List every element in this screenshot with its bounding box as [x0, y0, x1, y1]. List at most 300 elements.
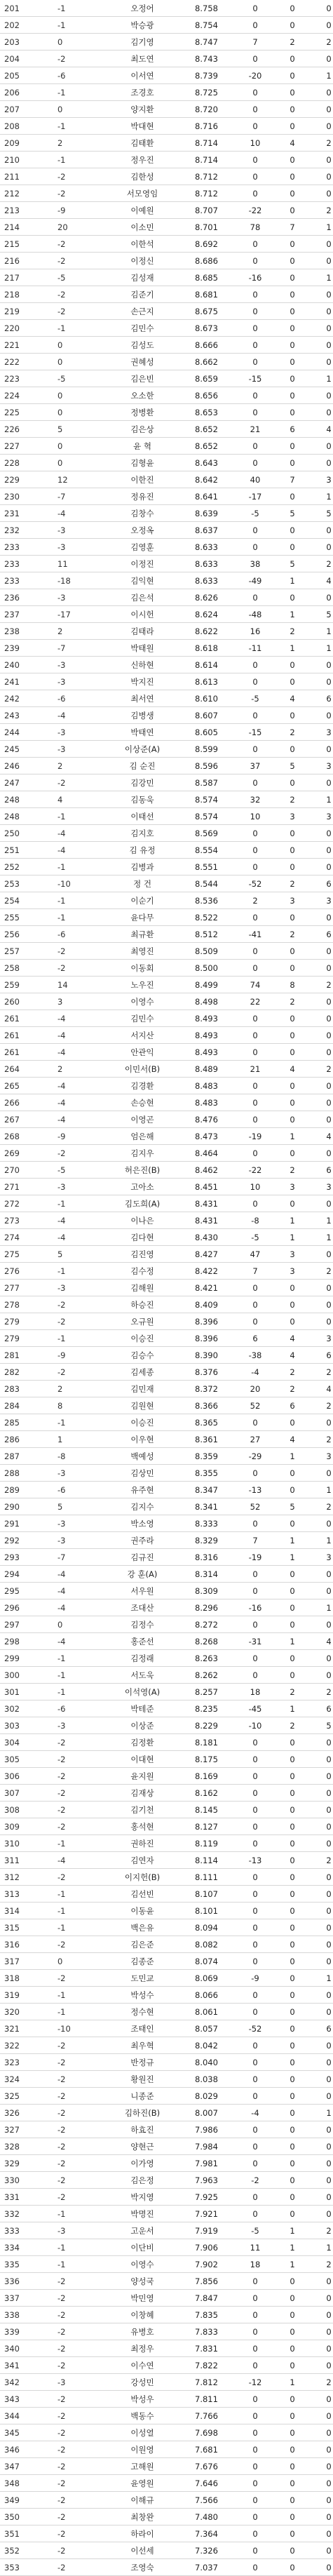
losses-cell: 0	[311, 2037, 333, 2054]
change-cell: -1	[39, 0, 104, 17]
rank-cell: 237	[0, 606, 39, 623]
wins-cell: 0	[273, 2155, 311, 2172]
table-row	[0, 2037, 333, 2054]
rating-cell: 8.145	[181, 1802, 237, 1818]
change-cell: -3	[39, 1717, 104, 1734]
score-cell: 0	[237, 1734, 273, 1751]
score-cell: 0	[237, 1802, 273, 1818]
losses-cell: 0	[311, 2290, 333, 2307]
change-cell: 5	[39, 421, 104, 438]
losses-cell: 1	[311, 1599, 333, 1616]
wins-cell: 2	[273, 34, 311, 51]
rank-cell: 232	[0, 522, 39, 539]
rank-cell: 230	[0, 488, 39, 505]
rating-cell: 8.652	[181, 421, 237, 438]
rank-cell: 346	[0, 2441, 39, 2458]
name-cell: 조대산	[104, 1599, 181, 1616]
change-cell: 11	[39, 556, 104, 572]
table-row	[0, 2475, 333, 2492]
losses-cell: 0	[311, 17, 333, 34]
rating-cell: 7.986	[181, 2121, 237, 2138]
wins-cell: 0	[273, 1515, 311, 1532]
rating-cell: 8.622	[181, 623, 237, 640]
rating-cell: 7.812	[181, 2374, 237, 2391]
table-row	[0, 1785, 333, 1802]
change-cell: -1	[39, 1919, 104, 1936]
change-cell: -2	[39, 236, 104, 253]
rating-cell: 8.681	[181, 286, 237, 303]
name-cell: 오소한	[104, 387, 181, 404]
losses-cell: 4	[311, 1381, 333, 1397]
change-cell: -2	[39, 1296, 104, 1313]
losses-cell: 0	[311, 589, 333, 606]
table-row	[0, 1078, 333, 1094]
table-row	[0, 1684, 333, 1700]
score-cell: 22	[237, 993, 273, 1010]
wins-cell: 0	[273, 2475, 311, 2492]
change-cell: -1	[39, 1684, 104, 1700]
rank-cell: 204	[0, 51, 39, 67]
table-row	[0, 1650, 333, 1667]
losses-cell: 2	[311, 1397, 333, 1414]
wins-cell: 0	[273, 455, 311, 471]
wins-cell: 0	[273, 1195, 311, 1212]
wins-cell: 0	[273, 1044, 311, 1061]
wins-cell: 0	[273, 1566, 311, 1583]
name-cell: 김승수	[104, 1347, 181, 1364]
score-cell: 0	[237, 2340, 273, 2357]
losses-cell: 0	[311, 960, 333, 977]
change-cell: -1	[39, 152, 104, 168]
wins-cell: 0	[273, 1751, 311, 1768]
rating-cell: 8.427	[181, 1246, 237, 1263]
rating-cell: 7.981	[181, 2155, 237, 2172]
losses-cell: 0	[311, 1616, 333, 1633]
score-cell: 0	[237, 1414, 273, 1431]
rank-cell: 233	[0, 572, 39, 589]
change-cell: -2	[39, 2155, 104, 2172]
change-cell: -1	[39, 1987, 104, 2004]
score-cell: 20	[237, 1381, 273, 1397]
rank-cell: 265	[0, 1078, 39, 1094]
losses-cell: 2	[311, 2256, 333, 2273]
change-cell: -1	[39, 1886, 104, 1903]
rank-cell: 233	[0, 539, 39, 556]
rank-cell: 330	[0, 2172, 39, 2189]
rating-cell: 8.314	[181, 1566, 237, 1583]
wins-cell: 0	[273, 1734, 311, 1751]
rank-cell: 267	[0, 1111, 39, 1128]
score-cell: -4	[237, 2105, 273, 2121]
losses-cell: 3	[311, 724, 333, 741]
rating-cell: 8.094	[181, 1919, 237, 1936]
wins-cell: 0	[273, 303, 311, 320]
table-row	[0, 1599, 333, 1616]
name-cell: 홍준선	[104, 1633, 181, 1650]
wins-cell: 2	[273, 623, 311, 640]
rating-cell: 8.366	[181, 1397, 237, 1414]
name-cell: 김영훈	[104, 539, 181, 556]
rank-cell: 299	[0, 1650, 39, 1667]
wins-cell: 0	[273, 1313, 311, 1330]
name-cell: 이예원	[104, 202, 181, 219]
wins-cell: 0	[273, 354, 311, 370]
losses-cell: 0	[311, 741, 333, 758]
rank-cell: 214	[0, 219, 39, 236]
wins-cell: 0	[273, 2020, 311, 2037]
rating-cell: 8.127	[181, 1818, 237, 1835]
name-cell: 김성도	[104, 337, 181, 354]
score-cell: 0	[237, 2206, 273, 2222]
wins-cell: 7	[273, 471, 311, 488]
name-cell: 박태연	[104, 724, 181, 741]
change-cell: -2	[39, 2424, 104, 2441]
rank-cell: 321	[0, 2020, 39, 2037]
score-cell: 52	[237, 1397, 273, 1414]
losses-cell: 0	[311, 2391, 333, 2408]
change-cell: -1	[39, 859, 104, 876]
score-cell: 47	[237, 1246, 273, 1263]
wins-cell: 1	[273, 2374, 311, 2391]
score-cell: 0	[237, 84, 273, 101]
rating-cell: 8.257	[181, 1684, 237, 1700]
wins-cell: 3	[273, 1246, 311, 1263]
rank-cell: 241	[0, 673, 39, 690]
table-row	[0, 286, 333, 303]
score-cell: -5	[237, 505, 273, 522]
rank-cell: 247	[0, 774, 39, 791]
table-row	[0, 387, 333, 404]
table-row	[0, 152, 333, 168]
change-cell: 0	[39, 455, 104, 471]
table-row	[0, 2492, 333, 2509]
rating-cell: 8.643	[181, 455, 237, 471]
change-cell: -2	[39, 2037, 104, 2054]
name-cell: 강 훈(A)	[104, 1566, 181, 1583]
rating-cell: 8.652	[181, 438, 237, 455]
score-cell: 0	[237, 2307, 273, 2323]
rating-cell: 8.431	[181, 1212, 237, 1229]
change-cell: -3	[39, 522, 104, 539]
rank-cell: 288	[0, 1465, 39, 1482]
losses-cell: 0	[311, 152, 333, 168]
rating-cell: 8.175	[181, 1751, 237, 1768]
losses-cell: 0	[311, 236, 333, 253]
losses-cell: 4	[311, 1128, 333, 1145]
losses-cell: 4	[311, 421, 333, 438]
losses-cell: 0	[311, 1751, 333, 1768]
rank-cell: 298	[0, 1633, 39, 1650]
change-cell: -2	[39, 1734, 104, 1751]
wins-cell: 0	[273, 438, 311, 455]
rating-cell: 8.489	[181, 1061, 237, 1078]
change-cell: 0	[39, 1616, 104, 1633]
score-cell: 0	[237, 2475, 273, 2492]
name-cell: 김연자	[104, 1852, 181, 1869]
rating-cell: 7.902	[181, 2256, 237, 2273]
losses-cell: 2	[311, 2222, 333, 2239]
name-cell: 김재상	[104, 1785, 181, 1802]
change-cell: -4	[39, 1027, 104, 1044]
wins-cell: 0	[273, 2492, 311, 2509]
name-cell: 최영진	[104, 943, 181, 960]
name-cell: 손근지	[104, 303, 181, 320]
table-row	[0, 926, 333, 943]
score-cell: -4	[237, 1364, 273, 1381]
table-row	[0, 876, 333, 892]
name-cell: 김정래	[104, 1650, 181, 1667]
table-row	[0, 606, 333, 623]
rank-cell: 261	[0, 1027, 39, 1044]
name-cell: 이상준	[104, 1717, 181, 1734]
rank-cell: 218	[0, 286, 39, 303]
change-cell: -8	[39, 1448, 104, 1465]
wins-cell: 0	[273, 673, 311, 690]
rating-cell: 8.341	[181, 1498, 237, 1515]
wins-cell: 0	[273, 2424, 311, 2441]
change-cell: -2	[39, 168, 104, 185]
rank-cell: 327	[0, 2121, 39, 2138]
losses-cell: 0	[311, 2458, 333, 2475]
score-cell: 0	[237, 657, 273, 673]
change-cell: 2	[39, 135, 104, 152]
wins-cell: 0	[273, 859, 311, 876]
rating-cell: 8.747	[181, 34, 237, 51]
wins-cell: 0	[273, 2054, 311, 2071]
name-cell: 김민재	[104, 1381, 181, 1397]
wins-cell: 0	[273, 522, 311, 539]
wins-cell: 2	[273, 724, 311, 741]
table-row	[0, 421, 333, 438]
change-cell: -17	[39, 606, 104, 623]
rank-cell: 260	[0, 993, 39, 1010]
score-cell: 0	[237, 825, 273, 842]
change-cell: -4	[39, 707, 104, 724]
rank-cell: 310	[0, 1835, 39, 1852]
wins-cell: 2	[273, 791, 311, 808]
losses-cell: 0	[311, 1027, 333, 1044]
table-row	[0, 1818, 333, 1835]
table-row	[0, 724, 333, 741]
wins-cell: 0	[273, 1869, 311, 1886]
table-row	[0, 1936, 333, 1953]
wins-cell: 5	[273, 1498, 311, 1515]
name-cell: 박태원	[104, 640, 181, 657]
table-row	[0, 1549, 333, 1566]
change-cell: -2	[39, 1970, 104, 1987]
name-cell: 서지산	[104, 1027, 181, 1044]
name-cell: 이상준(A)	[104, 741, 181, 758]
score-cell: -22	[237, 202, 273, 219]
score-cell: 0	[237, 1616, 273, 1633]
table-row	[0, 2424, 333, 2441]
score-cell: 21	[237, 421, 273, 438]
table-row	[0, 774, 333, 791]
wins-cell: 0	[273, 1835, 311, 1852]
rank-cell: 266	[0, 1094, 39, 1111]
name-cell: 박대현	[104, 118, 181, 135]
score-cell: -20	[237, 67, 273, 84]
rank-cell: 259	[0, 977, 39, 993]
rank-cell: 228	[0, 455, 39, 471]
losses-cell: 0	[311, 774, 333, 791]
rating-cell: 8.074	[181, 1953, 237, 1970]
table-row	[0, 825, 333, 842]
rating-cell: 7.856	[181, 2273, 237, 2290]
wins-cell: 6	[273, 1397, 311, 1414]
rating-cell: 8.712	[181, 185, 237, 202]
table-row	[0, 1330, 333, 1347]
change-cell: -2	[39, 2323, 104, 2340]
score-cell: -41	[237, 926, 273, 943]
rank-cell: 350	[0, 2509, 39, 2525]
table-row	[0, 1482, 333, 1498]
wins-cell: 0	[273, 152, 311, 168]
losses-cell: 0	[311, 2559, 333, 2576]
change-cell: -2	[39, 2121, 104, 2138]
name-cell: 이민서(B)	[104, 1061, 181, 1078]
rank-cell: 231	[0, 505, 39, 522]
losses-cell: 3	[311, 808, 333, 825]
change-cell: 14	[39, 977, 104, 993]
change-cell: -1	[39, 2004, 104, 2020]
score-cell: 0	[237, 303, 273, 320]
rating-cell: 8.633	[181, 556, 237, 572]
rating-cell: 8.263	[181, 1650, 237, 1667]
losses-cell: 2	[311, 977, 333, 993]
score-cell: 0	[237, 960, 273, 977]
rating-cell: 8.613	[181, 673, 237, 690]
rank-cell: 233	[0, 556, 39, 572]
losses-cell: 2	[311, 1498, 333, 1515]
losses-cell: 0	[311, 286, 333, 303]
losses-cell: 0	[311, 1785, 333, 1802]
rank-cell: 339	[0, 2323, 39, 2340]
score-cell: 0	[237, 2458, 273, 2475]
score-cell: 0	[237, 1313, 273, 1330]
rank-cell: 326	[0, 2105, 39, 2121]
losses-cell: 0	[311, 2307, 333, 2323]
name-cell: 이동회	[104, 960, 181, 977]
name-cell: 양현근	[104, 2138, 181, 2155]
rank-cell: 296	[0, 1599, 39, 1616]
losses-cell: 0	[311, 993, 333, 1010]
table-row	[0, 1179, 333, 1195]
wins-cell: 0	[273, 774, 311, 791]
name-cell: 유주현	[104, 1482, 181, 1498]
change-cell: 1	[39, 1431, 104, 1448]
rank-cell: 306	[0, 1768, 39, 1785]
score-cell: 0	[237, 2121, 273, 2138]
wins-cell: 1	[273, 2239, 311, 2256]
rank-cell: 297	[0, 1616, 39, 1633]
name-cell: 김해원	[104, 1280, 181, 1296]
rank-cell: 283	[0, 1381, 39, 1397]
score-cell: 0	[237, 2290, 273, 2307]
name-cell: 양성국	[104, 2273, 181, 2290]
rank-cell: 251	[0, 842, 39, 859]
table-row	[0, 1633, 333, 1650]
wins-cell: 3	[273, 808, 311, 825]
score-cell: -52	[237, 2020, 273, 2037]
losses-cell: 0	[311, 2088, 333, 2105]
table-row	[0, 1111, 333, 1128]
rating-cell: 8.637	[181, 522, 237, 539]
losses-cell: 0	[311, 1010, 333, 1027]
rating-cell: 8.653	[181, 404, 237, 421]
score-cell: 0	[237, 2525, 273, 2542]
score-cell: 0	[237, 236, 273, 253]
rating-cell: 8.544	[181, 876, 237, 892]
score-cell: -16	[237, 1599, 273, 1616]
wins-cell: 2	[273, 993, 311, 1010]
rank-cell: 313	[0, 1886, 39, 1903]
rating-cell: 7.566	[181, 2492, 237, 2509]
losses-cell: 1	[311, 488, 333, 505]
rank-cell: 209	[0, 135, 39, 152]
losses-cell: 0	[311, 2155, 333, 2172]
losses-cell: 0	[311, 1903, 333, 1919]
rank-cell: 328	[0, 2138, 39, 2155]
change-cell: -6	[39, 690, 104, 707]
wins-cell: 0	[273, 337, 311, 354]
name-cell: 이수연	[104, 2357, 181, 2374]
name-cell: 하효진	[104, 2121, 181, 2138]
rank-cell: 329	[0, 2155, 39, 2172]
wins-cell: 0	[273, 2105, 311, 2121]
losses-cell: 1	[311, 1482, 333, 1498]
rating-cell: 8.633	[181, 539, 237, 556]
score-cell: -5	[237, 690, 273, 707]
wins-cell: 0	[273, 1802, 311, 1818]
rank-cell: 351	[0, 2525, 39, 2542]
name-cell: 황원진	[104, 2071, 181, 2088]
table-row	[0, 2239, 333, 2256]
rating-cell: 8.659	[181, 370, 237, 387]
losses-cell: 2	[311, 2374, 333, 2391]
wins-cell: 1	[273, 1448, 311, 1465]
rating-cell: 8.347	[181, 1482, 237, 1498]
name-cell: 김상민	[104, 1465, 181, 1482]
name-cell: 이석영(A)	[104, 1684, 181, 1700]
score-cell: 0	[237, 253, 273, 269]
score-cell: 0	[237, 2408, 273, 2424]
losses-cell: 0	[311, 404, 333, 421]
name-cell: 김 유정	[104, 842, 181, 859]
rank-cell: 323	[0, 2054, 39, 2071]
table-row	[0, 1347, 333, 1364]
table-row	[0, 1061, 333, 1078]
table-row	[0, 1145, 333, 1162]
change-cell: -1	[39, 2256, 104, 2273]
losses-cell: 0	[311, 303, 333, 320]
change-cell: 5	[39, 1498, 104, 1515]
change-cell: -2	[39, 960, 104, 977]
change-cell: -2	[39, 2408, 104, 2424]
score-cell: 0	[237, 842, 273, 859]
rating-cell: 8.743	[181, 51, 237, 67]
table-row	[0, 1397, 333, 1414]
rank-cell: 342	[0, 2374, 39, 2391]
name-cell: 김기천	[104, 1802, 181, 1818]
table-row	[0, 2004, 333, 2020]
rating-cell: 8.329	[181, 1532, 237, 1549]
rank-cell: 239	[0, 640, 39, 657]
name-cell: 이시헌	[104, 606, 181, 623]
losses-cell: 5	[311, 606, 333, 623]
rating-cell: 8.421	[181, 1280, 237, 1296]
score-cell: 0	[237, 1094, 273, 1111]
